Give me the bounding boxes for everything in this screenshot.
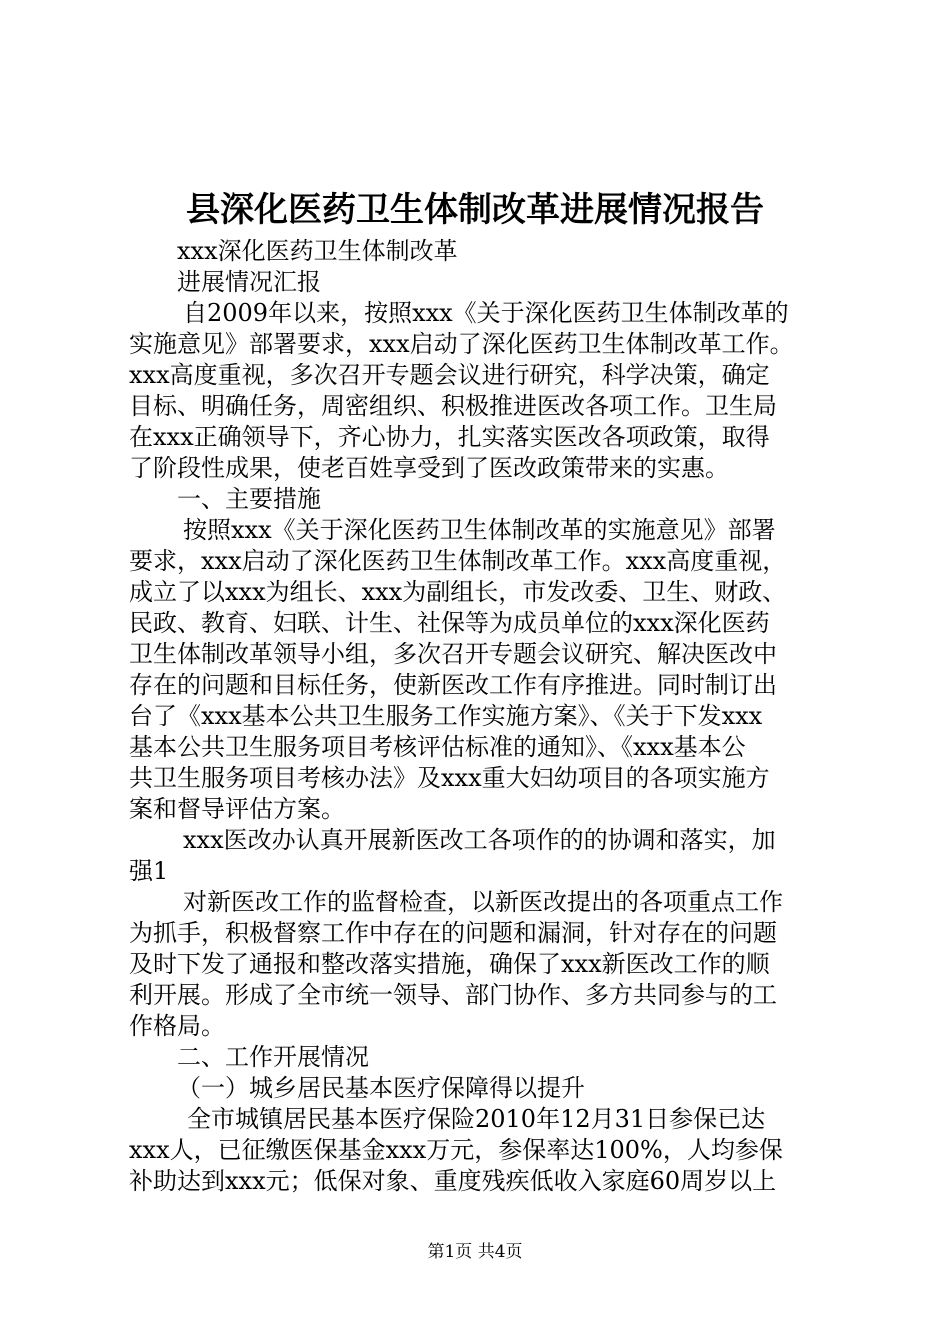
document-body xyxy=(129,236,839,1197)
text-line: 强1 xyxy=(129,857,169,885)
text-line: 进展情况汇报 xyxy=(177,268,321,296)
paragraph-start-line: 对新医改工作的监督检查，以新医改提出的各项重点工作 xyxy=(183,888,783,916)
text-line: 成立了以xxx为组长、xxx为副组长，市发改委、卫生、财政、 xyxy=(129,578,787,606)
text-line: 存在的问题和目标任务，使新医改工作有序推进。同时制订出 xyxy=(129,671,777,699)
text-line: 目标、明确任务，周密组织、积极推进医改各项工作。卫生局 xyxy=(129,392,777,420)
paragraph-start-line: 全市城镇居民基本医疗保险2010年12月31日参保已达 xyxy=(187,1105,766,1133)
page-number-footer: 第1页 共4页 xyxy=(427,1242,523,1262)
text-line: 利开展。形成了全市统一领导、部门协作、多方共同参与的工 xyxy=(129,981,777,1009)
text-line: 基本公共卫生服务项目考核评估标准的通知》、《xxx基本公 xyxy=(129,733,746,761)
text-line: 卫生体制改革领导小组，多次召开专题会议研究、解决医改中 xyxy=(129,640,777,668)
text-line: xxx深化医药卫生体制改革 xyxy=(177,237,458,265)
text-line: 实施意见》部署要求，xxx启动了深化医药卫生体制改革工作。 xyxy=(129,330,794,358)
text-line: xxx高度重视，多次召开专题会议进行研究，科学决策，确定 xyxy=(129,361,770,389)
text-line: 了阶段性成果，使老百姓享受到了医改政策带来的实惠。 xyxy=(129,454,729,482)
subsection-heading: （一）城乡居民基本医疗保障得以提升 xyxy=(177,1074,585,1102)
text-line: xxx人，已征缴医保基金xxx万元，参保率达100%，人均参保 xyxy=(129,1136,783,1164)
text-line: 为抓手，积极督察工作中存在的问题和漏洞，针对存在的问题 xyxy=(129,919,777,947)
text-line: 要求，xxx启动了深化医药卫生体制改革工作。xxx高度重视， xyxy=(129,547,787,575)
text-line: 作格局。 xyxy=(129,1012,225,1040)
text-line: 及时下发了通报和整改落实措施，确保了xxx新医改工作的顺 xyxy=(129,950,770,978)
text-line: 台了《xxx基本公共卫生服务工作实施方案》、《关于下发xxx xyxy=(129,702,763,730)
document-title: 县深化医药卫生体制改革进展情况报告 xyxy=(186,190,764,230)
text-line: 补助达到xxx元；低保对象、重度残疾低收入家庭60周岁以上 xyxy=(129,1167,777,1195)
section-heading: 一、主要措施 xyxy=(177,485,321,513)
section-heading: 二、工作开展情况 xyxy=(177,1043,369,1071)
paragraph-start-line: 按照xxx《关于深化医药卫生体制改革的实施意见》部署 xyxy=(183,516,776,544)
text-line: 案和督导评估方案。 xyxy=(129,795,345,823)
text-line: 在xxx正确领导下，齐心协力，扎实落实医改各项政策，取得 xyxy=(129,423,770,451)
paragraph-start-line: 自2009年以来，按照xxx《关于深化医药卫生体制改革的 xyxy=(183,299,789,327)
text-line: 共卫生服务项目考核办法》及xxx重大妇幼项目的各项实施方 xyxy=(129,764,770,792)
text-line: 民政、教育、妇联、计生、社保等为成员单位的xxx深化医药 xyxy=(129,609,770,637)
paragraph-start-line: xxx医改办认真开展新医改工各项作的的协调和落实，加 xyxy=(183,826,776,854)
